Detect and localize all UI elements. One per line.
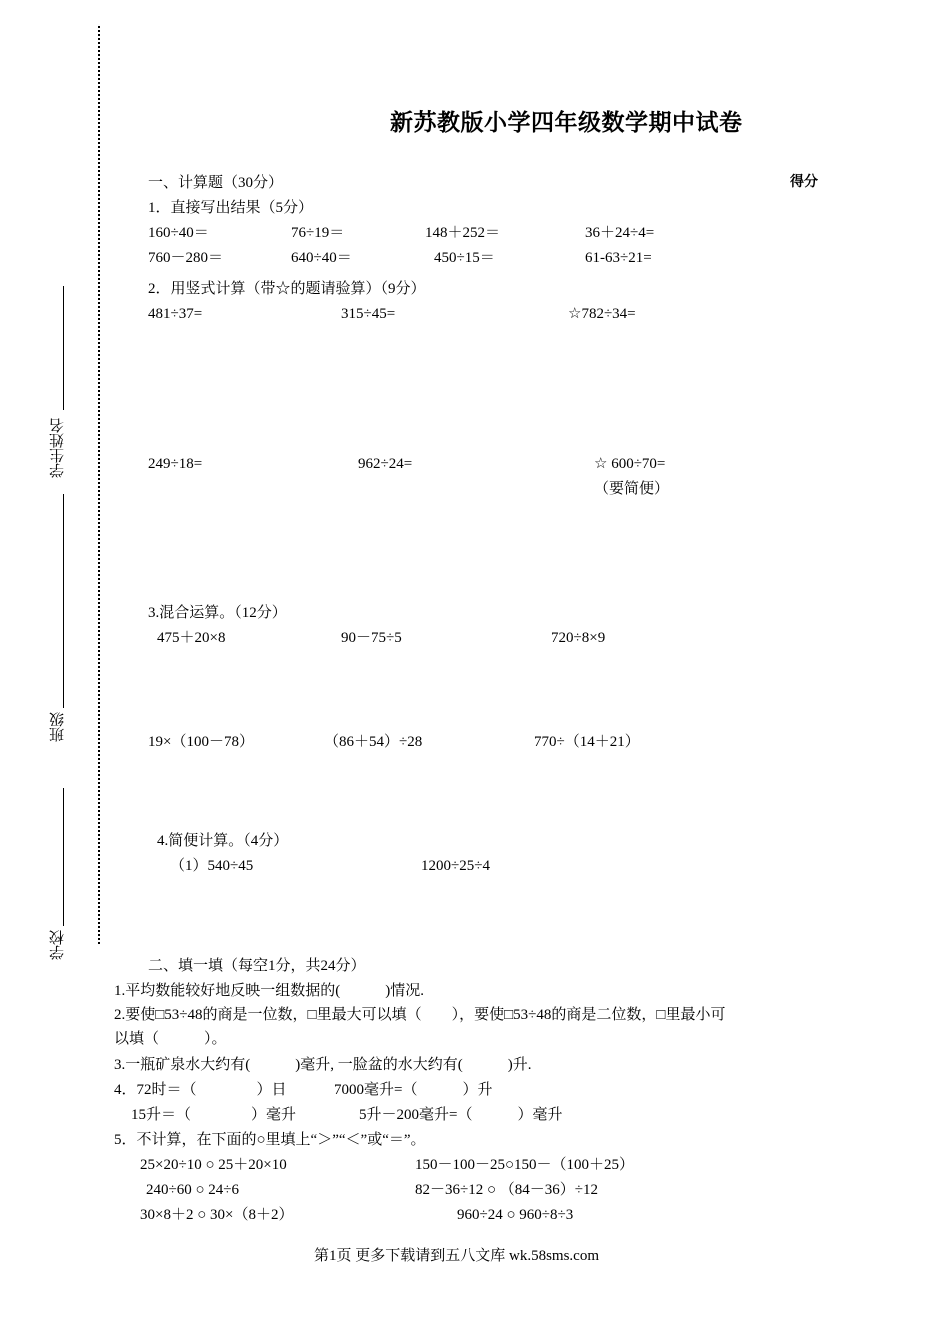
fill-q2-line1: 2.要使□53÷48的商是一位数，□里最大可以填（ ），要使□53÷48的商是二位数，□里最小可 <box>114 1007 726 1023</box>
class-underline <box>63 788 64 926</box>
fill-q4-item: 4．72时＝（ ）日 <box>114 1082 287 1098</box>
q4-item: 1200÷25÷4 <box>421 858 490 874</box>
fill-q4-item: 5升－200毫升=（ ）毫升 <box>359 1107 563 1123</box>
fill-q3: 3.一瓶矿泉水大约有( )毫升, 一脸盆的水大约有( )升. <box>114 1057 532 1073</box>
compare-item: 30×8＋2 ○ 30×（8＋2） <box>140 1207 294 1223</box>
q3-item: 720÷8×9 <box>551 630 606 646</box>
q1-item: 450÷15＝ <box>434 250 495 266</box>
q2-item: ☆782÷34= <box>568 306 636 322</box>
q2-item: 962÷24= <box>358 456 413 472</box>
q4-item: （1）540÷45 <box>170 858 254 874</box>
school-label: 学校 <box>50 930 66 960</box>
q2-item: 315÷45= <box>341 306 396 322</box>
compare-item: 150－100－25○150－（100＋25） <box>415 1157 635 1173</box>
q2-item: 249÷18= <box>148 456 203 472</box>
name-underline-top <box>63 286 64 410</box>
page-title: 新苏教版小学四年级数学期中试卷 <box>390 110 743 135</box>
compare-item: 240÷60 ○ 24÷6 <box>146 1182 240 1198</box>
fill-q2-line2: 以填（ ）。 <box>114 1031 227 1047</box>
q1-item: 76÷19＝ <box>291 225 345 241</box>
q3-item: 19×（100－78） <box>148 734 254 750</box>
score-label: 得分 <box>790 175 818 190</box>
q1-item: 36＋24÷4= <box>585 225 655 241</box>
q3-item: 90－75÷5 <box>341 630 402 646</box>
q2-heading: 2．用竖式计算（带☆的题请验算）（9分） <box>148 281 426 297</box>
q1-item: 148＋252＝ <box>425 225 501 241</box>
student-name-label: 学生姓名 <box>50 418 66 478</box>
section2-heading: 二、填一填（每空1分，共24分） <box>148 958 366 974</box>
q1-heading: 1．直接写出结果（5分） <box>148 200 314 216</box>
q2-item: ☆ 600÷70= <box>594 456 666 472</box>
q2-note: （要简便） <box>594 481 670 497</box>
q1-item: 760－280＝ <box>148 250 224 266</box>
fill-q5-heading: 5．不计算，在下面的○里填上“＞”“＜”或“＝”。 <box>114 1132 426 1148</box>
q3-item: 475＋20×8 <box>157 630 226 646</box>
q1-item: 640÷40＝ <box>291 250 352 266</box>
q3-item: 770÷（14＋21） <box>534 734 640 750</box>
q1-item: 61-63÷21= <box>585 250 652 266</box>
q4-heading: 4.简便计算。（4分） <box>157 833 289 849</box>
compare-item: 960÷24 ○ 960÷8÷3 <box>457 1207 574 1223</box>
binding-dotted-line <box>98 26 100 944</box>
page-footer: 第1页 更多下载请到五八文库 wk.58sms.com <box>314 1248 600 1264</box>
q3-item: （86＋54）÷28 <box>324 734 423 750</box>
q1-item: 160÷40＝ <box>148 225 209 241</box>
q3-heading: 3.混合运算。（12分） <box>148 605 287 621</box>
fill-q4-item: 7000毫升=（ ）升 <box>334 1082 493 1098</box>
fill-q4-item: 15升＝（ ）毫升 <box>131 1107 297 1123</box>
fill-q1: 1.平均数能较好地反映一组数据的( )情况. <box>114 983 424 999</box>
compare-item: 25×20÷10 ○ 25＋20×10 <box>140 1157 287 1173</box>
class-label: 班级 <box>50 712 66 742</box>
compare-item: 82－36÷12 ○ （84－36）÷12 <box>415 1182 599 1198</box>
section1-heading: 一、计算题（30分） <box>148 175 284 191</box>
q2-item: 481÷37= <box>148 306 203 322</box>
name-underline-bottom <box>63 494 64 708</box>
